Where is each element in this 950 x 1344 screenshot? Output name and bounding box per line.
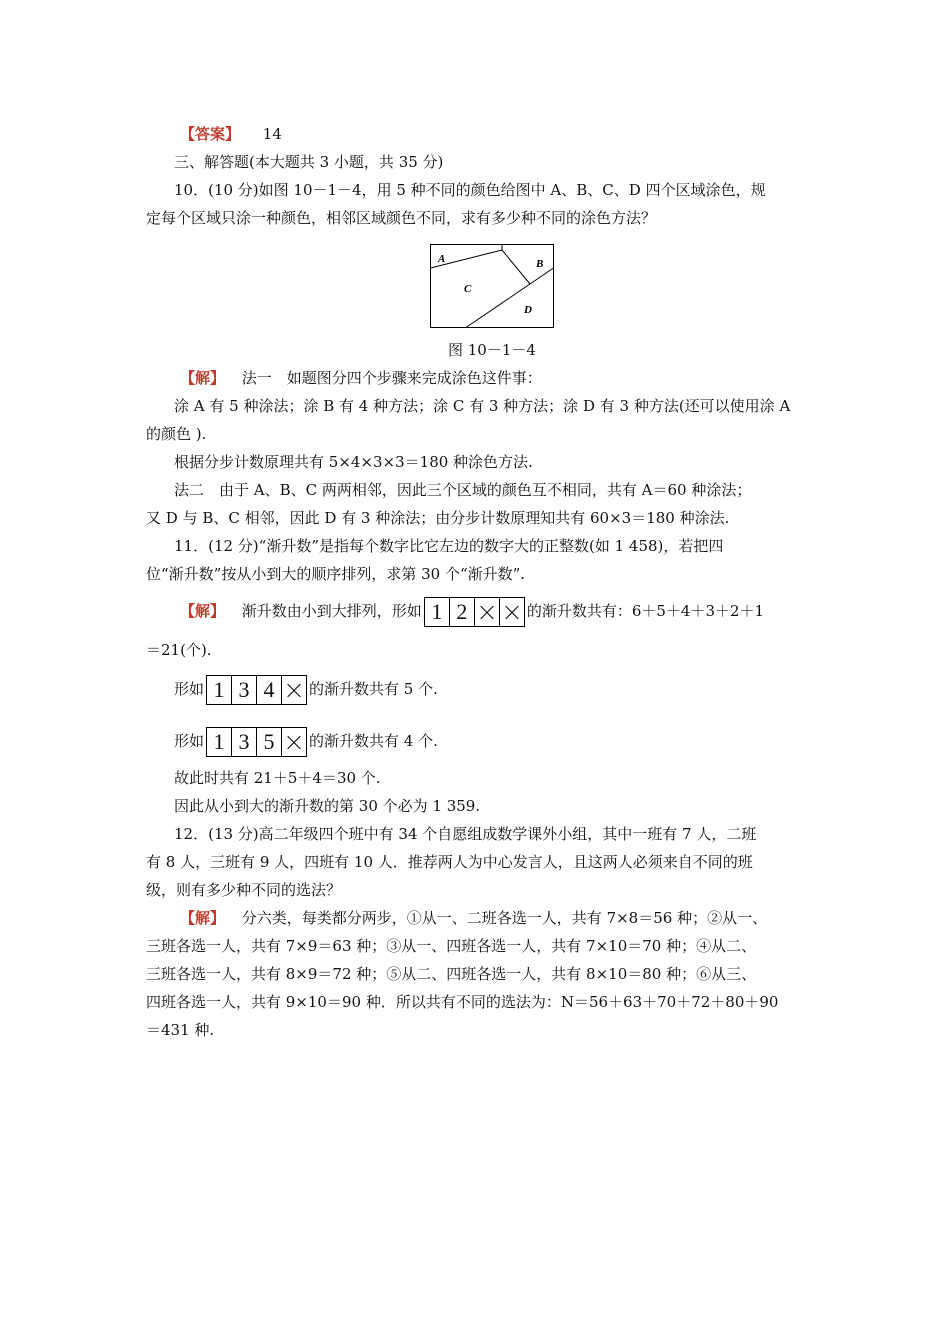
- q11-p3: [174, 726, 438, 757]
- q10-line2: 定每个区域只涂一种颜色，相邻区域颜色不同，求有多少种不同的涂色方法？: [146, 209, 657, 227]
- answer-value: 14: [262, 125, 282, 143]
- cross-cell: [282, 728, 306, 756]
- q10-solution-line1: [180, 368, 542, 388]
- digit-cell: 3: [232, 676, 257, 704]
- q11-p4: 故此时共有 21＋5＋4＝30 个.: [174, 769, 381, 787]
- q10-line1: 10．(10 分)如图 10－1－4，用 5 种不同的颜色给图中 A、B、C、D 四个区域涂色，规: [174, 181, 766, 199]
- digit-cell: 2: [450, 598, 475, 626]
- q12-solution-l2: 三班各选一人，共有 7×9＝63 种；③从一、四班各选一人，共有 7×10＝70 种；④从二、: [146, 937, 757, 955]
- region-diagram: [430, 244, 554, 328]
- q12-solution-l3: 三班各选一人，共有 8×9＝72 种；⑤从二、四班各选一人，共有 8×10＝80 种；⑥从三、: [146, 965, 757, 983]
- q11-p1-cont: ＝21(个).: [146, 641, 212, 659]
- q11-p2-prefix: 形如: [174, 680, 205, 698]
- diagram-edge-bd: [530, 268, 554, 284]
- q10-method1-result: 根据分步计数原理共有 5×4×3×3＝180 种涂色方法.: [174, 453, 533, 471]
- q11-line1: 11．(12 分)“渐升数”是指每个数字比它左边的数字大的正整数(如 1 458)，若把四: [174, 537, 724, 555]
- q11-p3-prefix: 形如: [174, 732, 205, 750]
- q12-line2: 有 8 人，三班有 9 人，四班有 10 人．推荐两人为中心发言人，且这两人必须来自不同的班: [146, 853, 753, 871]
- q12-solution-l4: 四班各选一人，共有 9×10＝90 种．所以共有不同的选法为：N＝56＋63＋70＋72＋80＋90: [146, 993, 779, 1011]
- diagram-edge-cd: [466, 284, 530, 328]
- q12-solution-l5: ＝431 种.: [146, 1021, 215, 1039]
- q12-line3: 级，则有多少种不同的选法？: [146, 881, 342, 899]
- digit-cell: 4: [257, 676, 282, 704]
- q12-line1: 12．(13 分)高二年级四个班中有 34 个自愿组成数学课外小组，其中一班有 7 人，二班: [174, 825, 757, 843]
- digit-cell: 1: [207, 676, 232, 704]
- q10-method2-line2: 又 D 与 B、C 相邻，因此 D 有 3 种涂法；由分步计数原理知共有 60×3＝180 种涂法.: [146, 509, 730, 527]
- q11-line2: 位“渐升数”按从小到大的顺序排列，求第 30 个“渐升数”.: [146, 565, 526, 583]
- section-title: 三、解答题(本大题共 3 小题，共 35 分): [174, 153, 444, 171]
- q10-method1-steps: 涂 A 有 5 种涂法；涂 B 有 4 种方法；涂 C 有 3 种方法；涂 D 有 3 种方法(还可以使用涂 A: [174, 397, 791, 415]
- region-label-c: C: [464, 283, 472, 295]
- cross-cell: [500, 598, 524, 626]
- figure-caption: 图 10－1－4: [448, 341, 536, 359]
- region-label-d: D: [524, 304, 532, 316]
- q12-solution-line1: [180, 908, 767, 928]
- q12-solution-l1: 分六类，每类都分两步，①从一、二班各选一人，共有 7×8＝56 种；②从一、: [241, 909, 768, 927]
- q11-p2: [174, 674, 438, 705]
- region-label-a: A: [438, 253, 446, 265]
- digit-box-12xx: [424, 597, 525, 627]
- q10-method1-note: 的颜色 ).: [146, 425, 207, 443]
- q11-p3-suffix: 的渐升数共有 4 个.: [309, 732, 438, 750]
- q11-solution-line1: [180, 596, 764, 627]
- q11-p1-prefix: 渐升数由小到大排列，形如: [241, 602, 422, 620]
- q10-method1-intro: 法一 如题图分四个步骤来完成涂色这件事：: [241, 369, 542, 387]
- q10-solution-tag: 【解】: [180, 369, 226, 387]
- q11-solution-tag: 【解】: [180, 602, 226, 620]
- answer-line: [180, 124, 282, 144]
- region-label-b: B: [536, 258, 544, 270]
- q10-method2-line1: 法二 由于 A、B、C 两两相邻，因此三个区域的颜色互不相同，共有 A＝60 种涂法；: [174, 481, 752, 499]
- q11-p5: 因此从小到大的渐升数的第 30 个必为 1 359.: [174, 797, 481, 815]
- diagram-edge-bc: [502, 250, 530, 284]
- q12-solution-tag: 【解】: [180, 909, 226, 927]
- q11-p1-suffix: 的渐升数共有：6＋5＋4＋3＋2＋1: [526, 602, 765, 620]
- digit-cell: 5: [257, 728, 282, 756]
- digit-cell: 1: [425, 598, 450, 626]
- cross-cell: [282, 676, 306, 704]
- digit-box-134x: [206, 675, 307, 705]
- cross-cell: [475, 598, 500, 626]
- answer-tag: 【答案】: [180, 125, 241, 143]
- digit-box-135x: [206, 727, 307, 757]
- digit-cell: 1: [207, 728, 232, 756]
- diagram-frame: [431, 245, 554, 328]
- digit-cell: 3: [232, 728, 257, 756]
- q11-p2-suffix: 的渐升数共有 5 个.: [309, 680, 438, 698]
